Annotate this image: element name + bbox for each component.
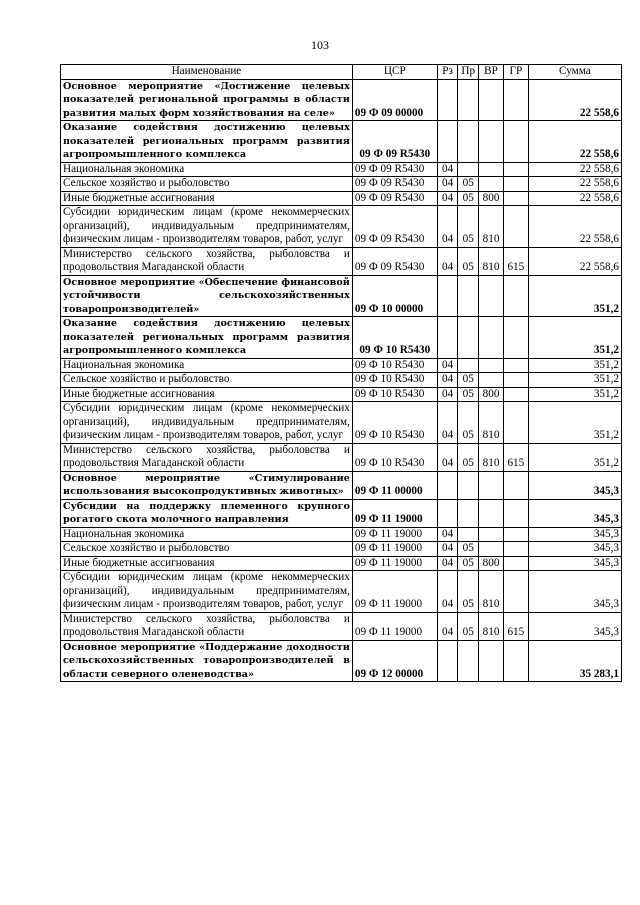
table-header-row [61,65,622,80]
cell-sum: 351,2 [528,387,621,402]
cell-sum: 345,3 [528,499,621,527]
cell-name: Субсидии юридическим лицам (кроме некоммерческих организаций), индивидуальным предпринимателям, физическим лицам - производителям товаров, работ, услуг [61,206,353,248]
cell-name: Субсидии юридическим лицам (кроме некоммерческих организаций), индивидуальным предпринимателям, физическим лицам - производителям товаров, работ, услуг [61,402,353,444]
cell-name: Основное мероприятие «Стимулирование использования высокопродуктивных животных» [61,471,353,499]
header-vr: ВР [479,65,504,80]
cell-gr [503,317,528,359]
cell-csr: 09 Ф 11 00000 [352,471,437,499]
cell-gr [503,499,528,527]
table-row [61,162,622,177]
cell-pr [458,275,479,317]
cell-name: Основное мероприятие «Обеспечение финансовой устойчивости сельскохозяйственных товаропроизводителей» [61,275,353,317]
cell-vr [479,275,504,317]
cell-pr [458,79,479,121]
cell-sum: 345,3 [528,571,621,613]
cell-vr: 800 [479,556,504,571]
cell-rz: 04 [437,402,458,444]
cell-pr [458,471,479,499]
cell-vr [479,373,504,388]
cell-rz: 04 [437,373,458,388]
header-pr: Пр [458,65,479,80]
cell-csr: 09 Ф 11 19000 [352,542,437,557]
cell-csr: 09 Ф 09 R5430 [352,206,437,248]
cell-name: Иные бюджетные ассигнования [61,191,353,206]
cell-name: Основное мероприятие «Достижение целевых показателей региональной программы в области развития малых форм хозяйствования на селе» [61,79,353,121]
cell-pr [458,358,479,373]
cell-pr: 05 [458,556,479,571]
table-row [61,177,622,192]
table-row [61,373,622,388]
cell-pr: 05 [458,247,479,275]
table-row [61,527,622,542]
cell-name: Сельское хозяйство и рыболовство [61,177,353,192]
cell-rz [437,499,458,527]
cell-rz: 04 [437,556,458,571]
cell-gr [503,542,528,557]
cell-vr [479,527,504,542]
cell-sum: 345,3 [528,556,621,571]
cell-pr [458,162,479,177]
cell-sum: 22 558,6 [528,79,621,121]
cell-vr: 800 [479,191,504,206]
cell-sum: 351,2 [528,443,621,471]
cell-vr [479,358,504,373]
table-row [61,499,622,527]
table-row [61,640,622,682]
cell-name: Сельское хозяйство и рыболовство [61,542,353,557]
cell-csr: 09 Ф 09 R5430 [352,177,437,192]
cell-csr: 09 Ф 09 R5430 [352,162,437,177]
cell-csr: 09 Ф 09 R5430 [352,247,437,275]
cell-pr: 05 [458,387,479,402]
cell-csr: 09 Ф 10 R5430 [352,317,437,359]
header-csr: ЦСР [352,65,437,80]
cell-csr: 09 Ф 11 19000 [352,556,437,571]
cell-vr [479,471,504,499]
cell-gr: 615 [503,247,528,275]
cell-vr [479,162,504,177]
table-row [61,79,622,121]
cell-csr: 09 Ф 11 19000 [352,571,437,613]
cell-gr [503,640,528,682]
header-rz: Рз [437,65,458,80]
table-row [61,206,622,248]
cell-name: Сельское хозяйство и рыболовство [61,373,353,388]
cell-name: Национальная экономика [61,162,353,177]
cell-vr [479,640,504,682]
cell-rz: 04 [437,571,458,613]
cell-sum: 22 558,6 [528,191,621,206]
cell-vr: 810 [479,247,504,275]
cell-pr: 05 [458,402,479,444]
cell-name: Основное мероприятие «Поддержание доходности сельскохозяйственных товаропроизводителей в области северного оленеводства» [61,640,353,682]
cell-gr [503,556,528,571]
cell-gr [503,275,528,317]
cell-rz: 04 [437,247,458,275]
cell-name: Министерство сельского хозяйства, рыболовства и продовольствия Магаданской области [61,612,353,640]
cell-pr [458,499,479,527]
cell-rz [437,317,458,359]
cell-name: Министерство сельского хозяйства, рыболовства и продовольствия Магаданской области [61,443,353,471]
cell-rz: 04 [437,162,458,177]
cell-sum: 351,2 [528,275,621,317]
cell-pr: 05 [458,542,479,557]
cell-sum: 345,3 [528,612,621,640]
cell-name: Иные бюджетные ассигнования [61,556,353,571]
cell-gr [503,206,528,248]
budget-table [60,64,622,682]
cell-sum: 345,3 [528,471,621,499]
cell-sum: 351,2 [528,317,621,359]
cell-sum: 351,2 [528,402,621,444]
cell-sum: 22 558,6 [528,206,621,248]
cell-vr [479,499,504,527]
cell-name: Национальная экономика [61,527,353,542]
cell-vr: 800 [479,387,504,402]
table-row [61,402,622,444]
cell-pr: 05 [458,612,479,640]
cell-gr [503,79,528,121]
cell-sum: 351,2 [528,358,621,373]
cell-rz: 04 [437,358,458,373]
cell-csr: 09 Ф 10 R5430 [352,387,437,402]
cell-pr [458,640,479,682]
cell-pr: 05 [458,206,479,248]
cell-name: Субсидии юридическим лицам (кроме некоммерческих организаций), индивидуальным предпринимателям, физическим лицам - производителям товаров, работ, услуг [61,571,353,613]
cell-vr [479,177,504,192]
cell-name: Оказание содействия достижению целевых показателей региональных программ развития агропромышленного комплекса [61,317,353,359]
cell-pr: 05 [458,177,479,192]
cell-rz [437,471,458,499]
cell-csr: 09 Ф 11 19000 [352,499,437,527]
cell-vr [479,542,504,557]
cell-pr [458,527,479,542]
cell-csr: 09 Ф 09 R5430 [352,191,437,206]
cell-gr [503,387,528,402]
cell-vr [479,317,504,359]
cell-name: Национальная экономика [61,358,353,373]
table-row [61,317,622,359]
cell-gr [503,471,528,499]
cell-sum: 22 558,6 [528,177,621,192]
cell-gr [503,402,528,444]
cell-gr [503,373,528,388]
cell-name: Оказание содействия достижению целевых показателей региональных программ развития агропромышленного комплекса [61,121,353,163]
cell-gr [503,121,528,163]
table-row [61,387,622,402]
cell-sum: 22 558,6 [528,121,621,163]
cell-rz: 04 [437,206,458,248]
cell-vr: 810 [479,443,504,471]
cell-rz: 04 [437,527,458,542]
cell-gr: 615 [503,443,528,471]
header-name: Наименование [61,65,353,80]
cell-pr: 05 [458,373,479,388]
cell-sum: 345,3 [528,527,621,542]
table-row [61,358,622,373]
cell-gr [503,571,528,613]
table-row [61,443,622,471]
table-row [61,542,622,557]
cell-csr: 09 Ф 10 R5430 [352,358,437,373]
cell-pr [458,317,479,359]
cell-pr: 05 [458,191,479,206]
cell-gr [503,177,528,192]
cell-rz: 04 [437,542,458,557]
cell-gr [503,191,528,206]
cell-csr: 09 Ф 10 00000 [352,275,437,317]
header-gr: ГР [503,65,528,80]
cell-csr: 09 Ф 09 R5430 [352,121,437,163]
cell-rz: 04 [437,387,458,402]
table-row [61,191,622,206]
cell-gr [503,162,528,177]
cell-csr: 09 Ф 11 19000 [352,612,437,640]
cell-rz [437,640,458,682]
cell-rz: 04 [437,443,458,471]
table-row [61,121,622,163]
header-sum: Сумма [528,65,621,80]
cell-vr: 810 [479,612,504,640]
cell-gr [503,358,528,373]
cell-rz: 04 [437,191,458,206]
cell-pr: 05 [458,443,479,471]
cell-gr [503,527,528,542]
cell-rz: 04 [437,177,458,192]
cell-gr: 615 [503,612,528,640]
cell-sum: 351,2 [528,373,621,388]
cell-vr: 810 [479,206,504,248]
table-row [61,275,622,317]
cell-rz [437,121,458,163]
cell-rz: 04 [437,612,458,640]
cell-csr: 09 Ф 10 R5430 [352,402,437,444]
cell-csr: 09 Ф 11 19000 [352,527,437,542]
cell-vr [479,121,504,163]
cell-name: Субсидии на поддержку племенного крупного рогатого скота молочного направления [61,499,353,527]
table-row [61,556,622,571]
cell-vr: 810 [479,571,504,613]
cell-sum: 22 558,6 [528,162,621,177]
table-row [61,247,622,275]
cell-rz [437,275,458,317]
cell-vr [479,79,504,121]
cell-rz [437,79,458,121]
cell-csr: 09 Ф 10 R5430 [352,373,437,388]
cell-sum: 22 558,6 [528,247,621,275]
cell-name: Министерство сельского хозяйства, рыболовства и продовольствия Магаданской области [61,247,353,275]
table-row [61,612,622,640]
table-row [61,571,622,613]
cell-csr: 09 Ф 12 00000 [352,640,437,682]
cell-sum: 35 283,1 [528,640,621,682]
cell-csr: 09 Ф 10 R5430 [352,443,437,471]
table-row [61,471,622,499]
cell-pr: 05 [458,571,479,613]
cell-pr [458,121,479,163]
cell-sum: 345,3 [528,542,621,557]
cell-csr: 09 Ф 09 00000 [352,79,437,121]
cell-vr: 810 [479,402,504,444]
page-number: 103 [311,38,329,52]
cell-name: Иные бюджетные ассигнования [61,387,353,402]
